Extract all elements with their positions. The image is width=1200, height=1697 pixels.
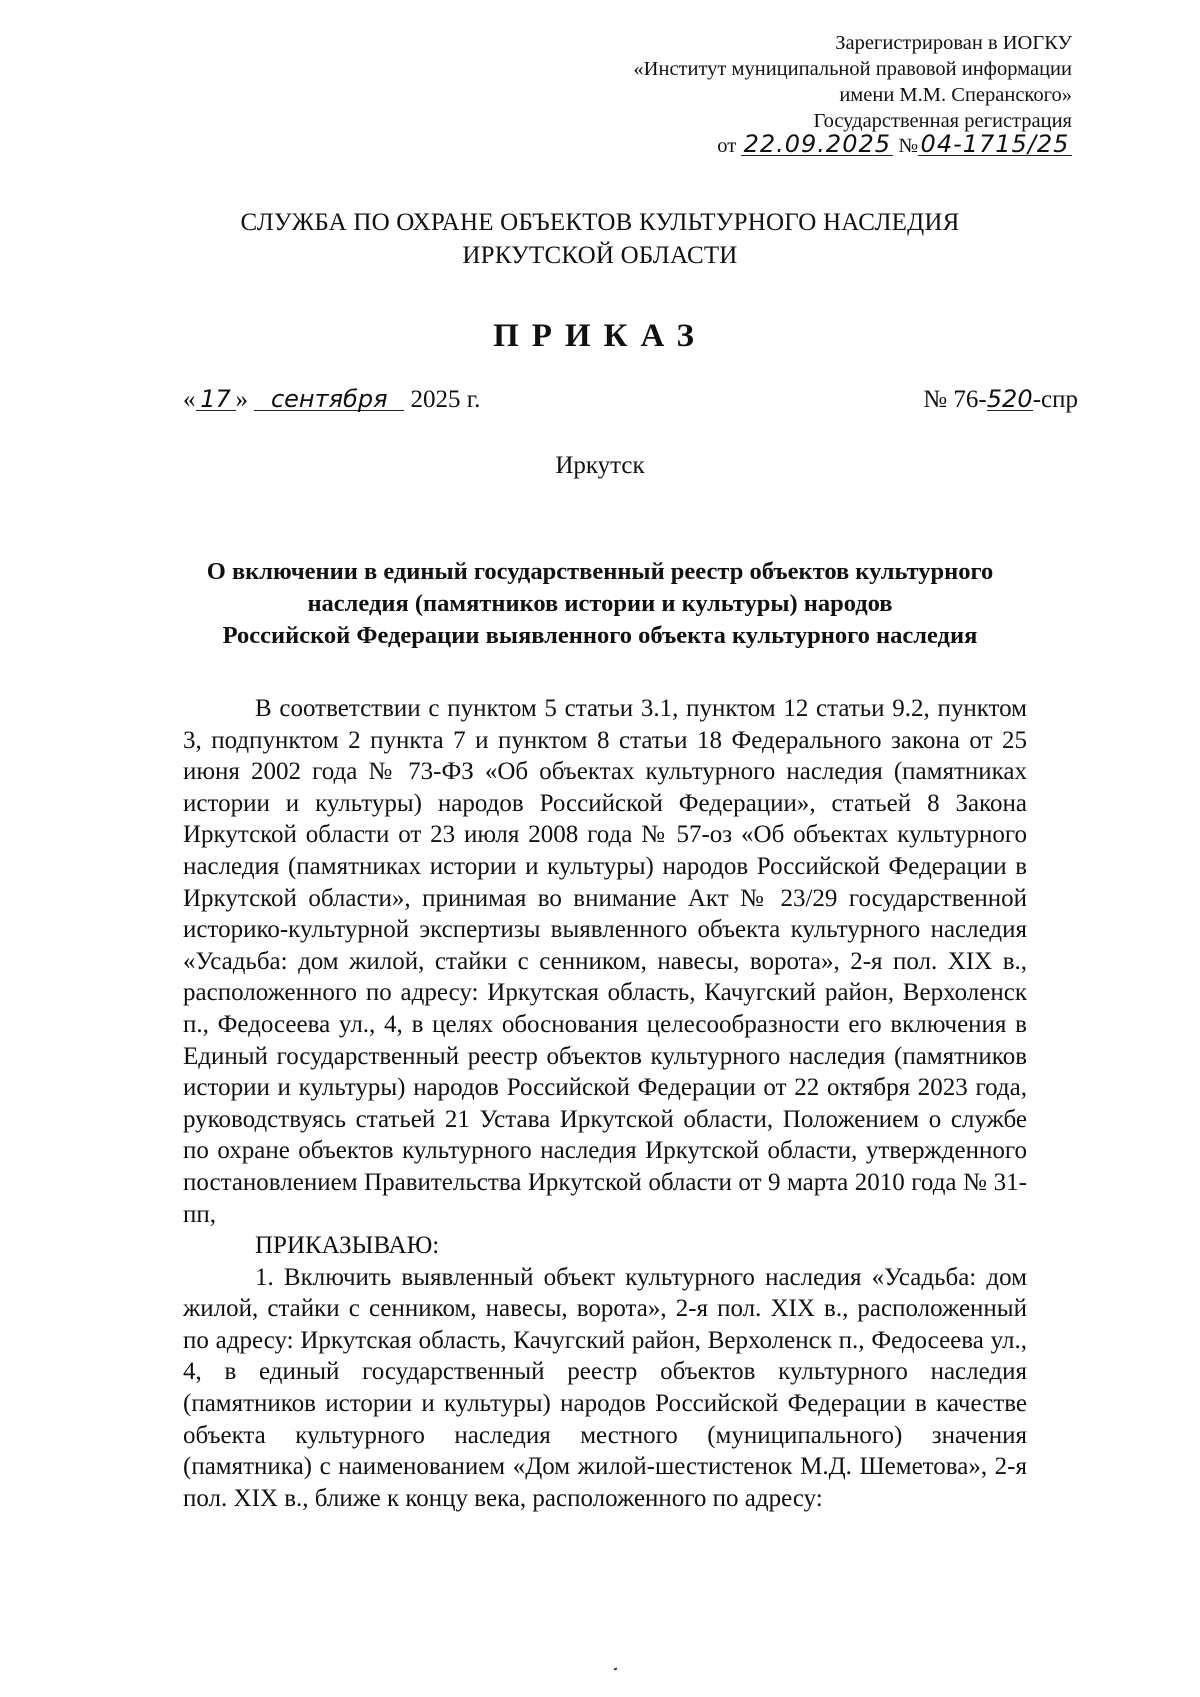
order-item-1: 1. Включить выявленный объект культурного наследия «Усадьба: дом жилой, стайки с сенником, навесы, ворота», 2-я пол. XIX в., расположенный по адресу: Иркутская область, Качугский район, Верхоленск п., Федосеева ул., 4, в единый государственный реестр объектов культурного наследия (памятников истории и культуры) народов Российской Федерации в качестве объекта культурного наследия местного (муниципального) значения (памятника) с наименованием «Дом жилой-шестистенок М.Д. Шеметова», 2-я пол. XIX в., ближе к концу века, расположенного по адресу: xyxy=(183,1263,1027,1512)
stamp-line-3: имени М.М. Сперанского» xyxy=(839,84,1072,106)
handwritten-month: сентября xyxy=(254,388,404,411)
order-body xyxy=(183,693,1027,1514)
stamp-number-prefix: № xyxy=(898,135,918,157)
stamp-date-prefix: от xyxy=(717,135,737,157)
date-year: 2025 г. xyxy=(410,386,481,413)
city: Иркутск xyxy=(555,452,645,479)
stamp-handwritten-date: 22.09.2025 xyxy=(741,133,893,156)
date-open-quote: « xyxy=(183,386,196,413)
order-number-prefix: № 76- xyxy=(923,386,987,413)
decree-word: ПРИКАЗЫВАЮ: xyxy=(255,1232,440,1260)
stamp-line-2: «Институт муниципальной правовой информации xyxy=(633,58,1072,80)
order-number-suffix: -спр xyxy=(1032,386,1078,413)
stamp-line-1: Зарегистрирован в ИОГКУ xyxy=(835,32,1072,54)
registration-stamp xyxy=(552,30,1072,159)
preamble-paragraph: В соответствии с пунктом 5 статьи 3.1, пунктом 12 статьи 9.2, пунктом 3, подпунктом 2 пункта 7 и пунктом 8 статьи 18 Федерального закона от 25 июня 2002 года № 73-ФЗ «Об объектах культурного наследия (памятниках истории и культуры) народов Российской Федерации», статьей 8 Закона Иркутской области от 23 июля 2008 года № 57-оз «Об объектах культурного наследия (памятниках истории и культуры) народов Российской Федерации в Иркутской области», принимая во внимание Акт № 23/29 государственной историко-культурной экспертизы выявленного объекта культурного наследия «Усадьба: дом жилой, стайки с сенником, навесы, ворота», 2-я пол. XIX в., расположенного по адресу: Иркутская область, Качугский район, Верхоленск п., Федосеева ул., 4, в целях обоснования целесообразности его включения в Единый государственный реестр объектов культурного наследия (памятников истории и культуры) народов Российской Федерации от 22 октября 2023 года, руководствуясь статьей 21 Устава Иркутской области, Положением о службе по охране объектов культурного наследия Иркутской области, утвержденного постановлением Правительства Иркутской области от 9 марта 2010 года № 31-пп, xyxy=(183,695,1027,1228)
agency-name xyxy=(150,206,1050,272)
subject-line-1: О включении в единый государственный реестр объектов культурного xyxy=(206,558,994,585)
agency-name-line-1: СЛУЖБА ПО ОХРАНЕ ОБЪЕКТОВ КУЛЬТУРНОГО НАСЛЕДИЯ xyxy=(240,209,960,236)
scan-mark xyxy=(614,1668,618,1671)
handwritten-order-number: 520 xyxy=(986,385,1033,413)
stamp-handwritten-number: 04-1715/25 xyxy=(918,133,1072,156)
subject-line-3: Российской Федерации выявленного объекта культурного наследия xyxy=(222,622,978,649)
date-close-quote: » xyxy=(235,386,248,413)
agency-name-line-2: ИРКУТСКОЙ ОБЛАСТИ xyxy=(462,242,738,269)
stamp-registration-line xyxy=(552,130,1072,159)
order-subject xyxy=(180,556,1020,652)
order-title: ПРИКАЗ xyxy=(493,318,707,354)
subject-line-2: наследия (памятников истории и культуры) народов xyxy=(307,590,893,617)
stamp-line-4: Государственная регистрация xyxy=(813,110,1072,132)
order-date xyxy=(183,385,480,415)
handwritten-day: 17 xyxy=(196,388,236,411)
order-number xyxy=(923,385,1078,415)
